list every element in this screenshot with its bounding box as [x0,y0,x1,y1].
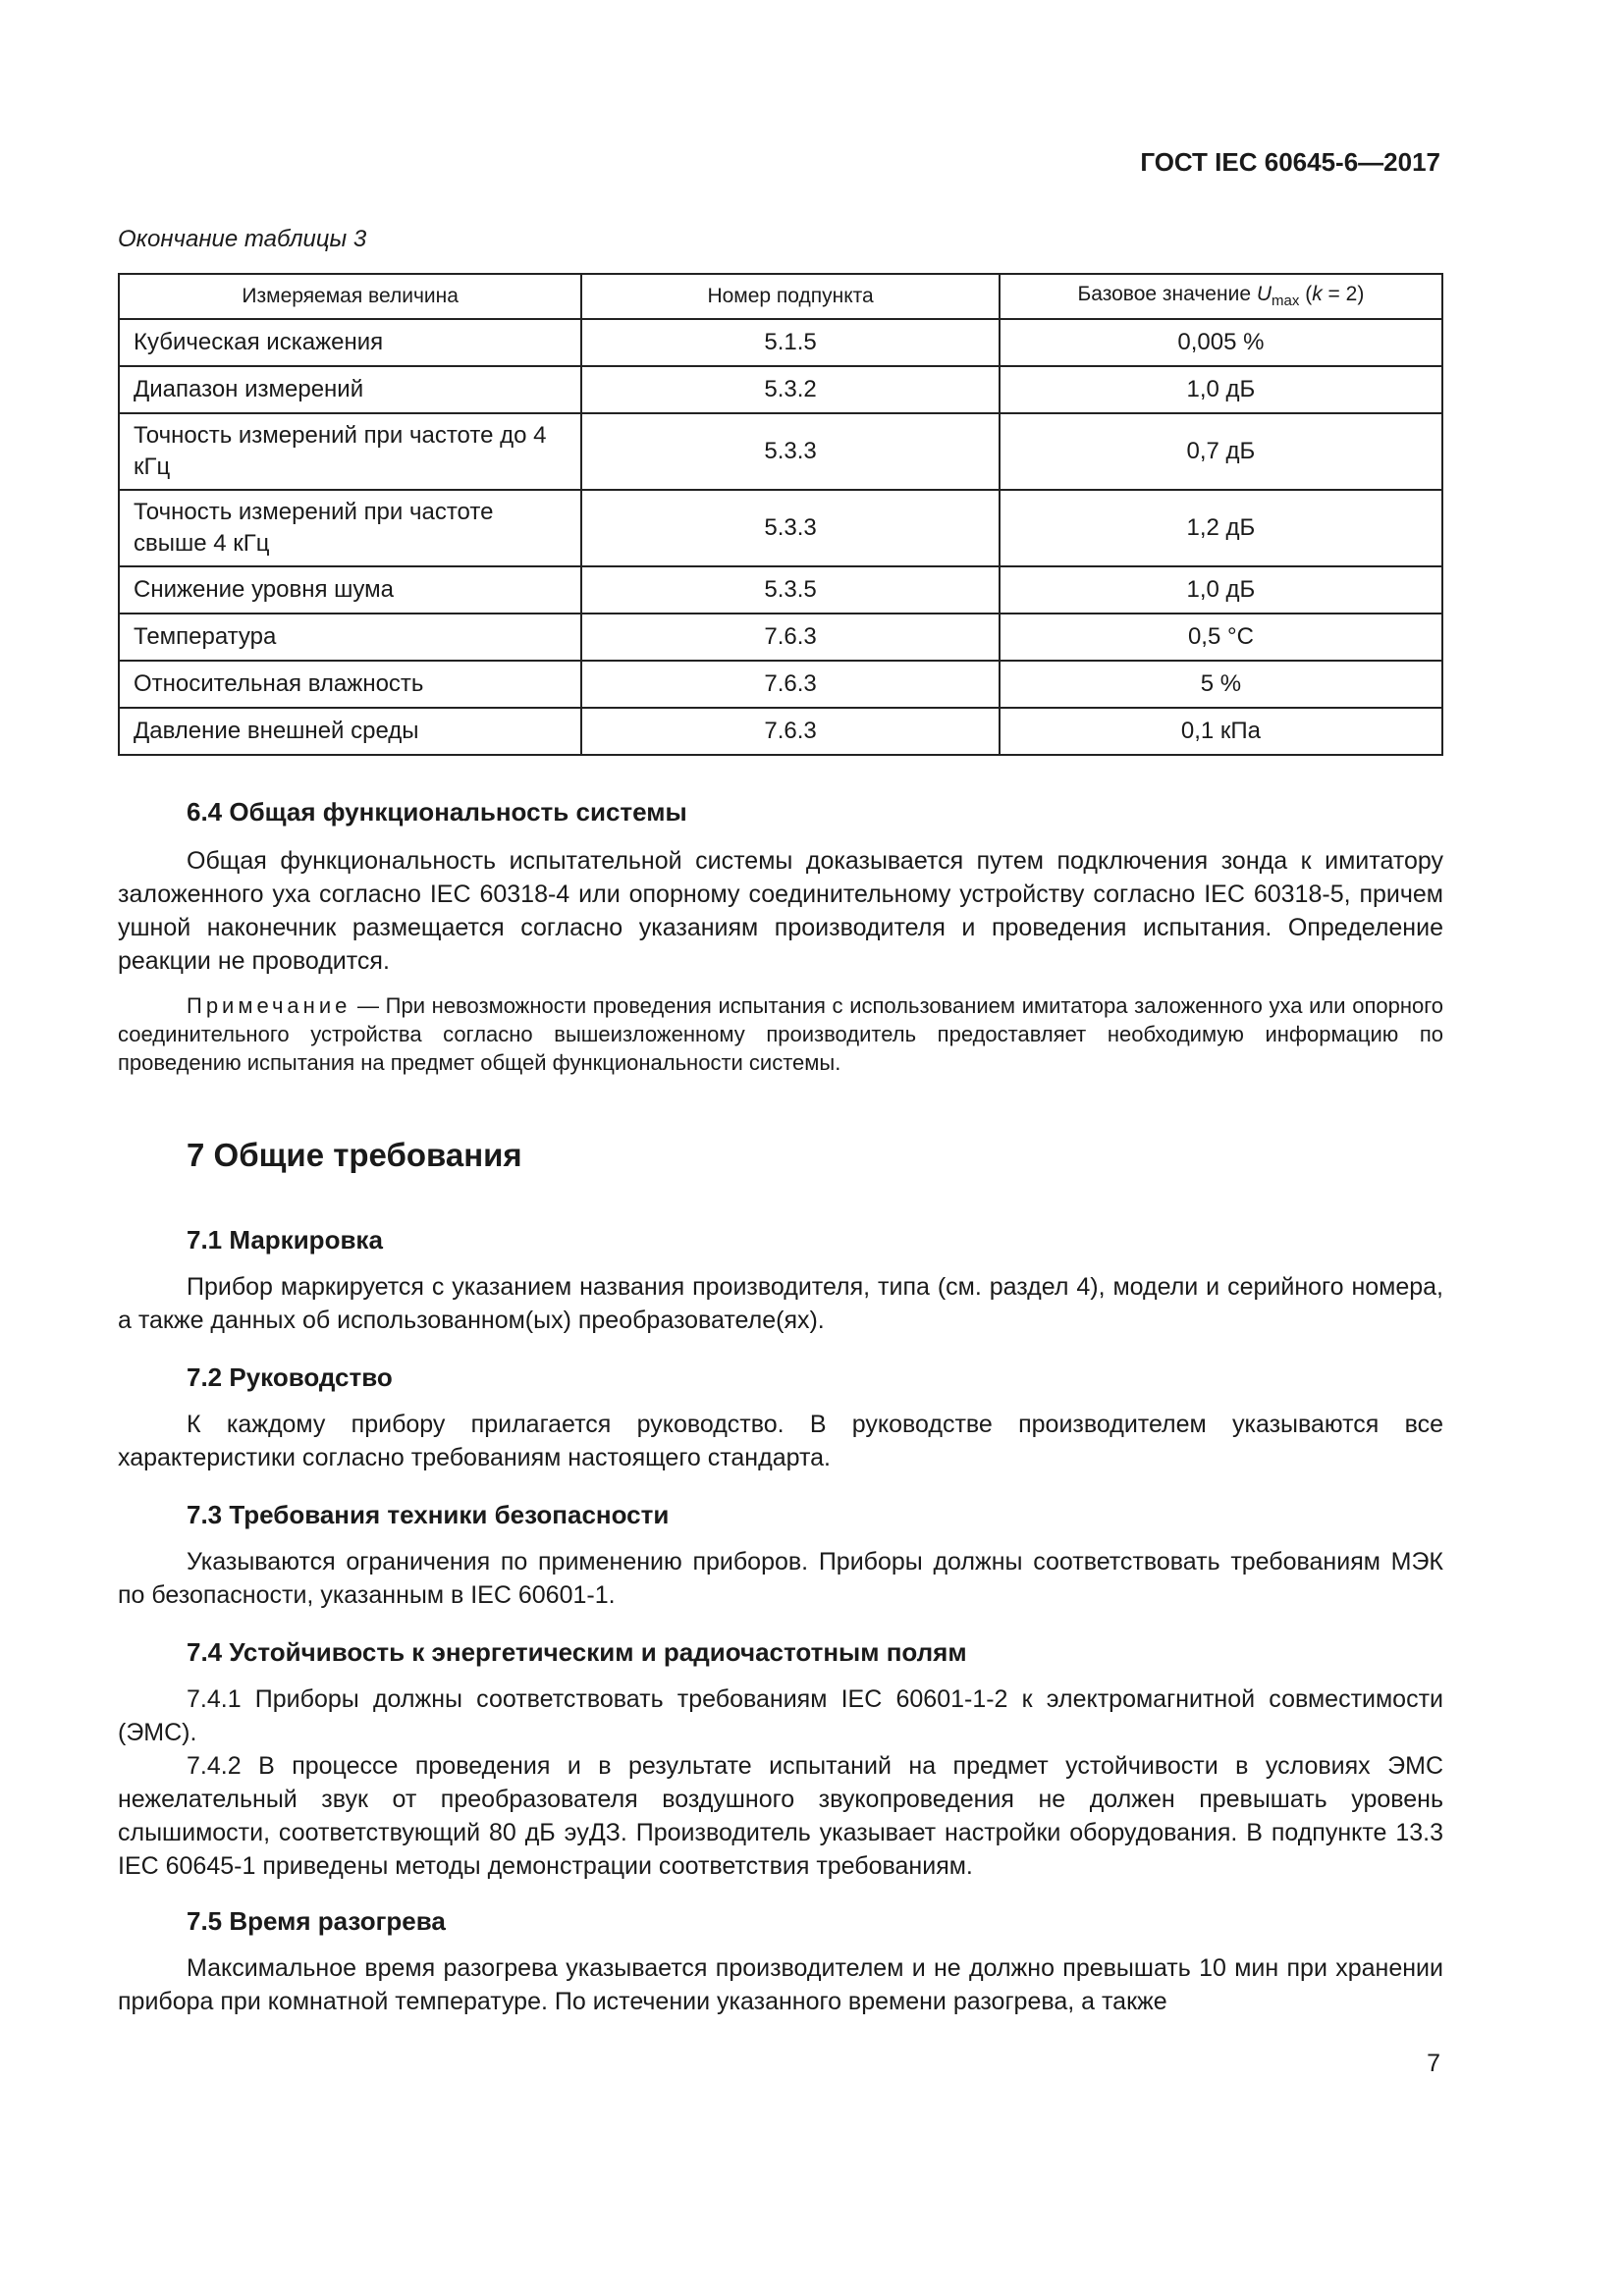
umax-subscript: max [1272,293,1300,310]
row-quantity: Снижение уровня шума [119,566,581,614]
header-quantity: Измеряемая величина [119,274,581,319]
table-caption: Окончание таблицы 3 [118,226,367,252]
row-value: 0,7 дБ [1000,413,1442,490]
table-row [119,566,1442,614]
row-quantity: Точность измерений при частоте до 4 кГц [119,413,581,490]
row-subclause: 7.6.3 [581,614,1000,661]
section-7-1-text [118,1270,1443,1337]
row-quantity: Диапазон измерений [119,366,581,413]
row-value: 1,0 дБ [1000,566,1442,614]
paragraph: К каждому прибору прилагается руководство. В руководстве производителем указываются все характеристики согласно требованиям настоящего стандарта. [118,1411,1443,1471]
paragraph: 7.4.2 В процессе проведения и в результате испытаний на предмет устойчивости в условиях ЭМС нежелательный звук от преобразователя воздушного звукопроведения не должен превышать уровень слышимости, соответствующий 80 дБ эуДЗ. Производитель указывает настройки оборудования. В подпункте 13.3 IEC 60645-1 приведены методы демонстрации соответствия требованиям. [118,1752,1443,1880]
table-row [119,708,1442,755]
note-text: — При невозможности проведения испытания с использованием имитатора заложенного уха или опорного соединительного устройства согласно вышеизложенному производитель предоставляет необходимую информацию по проведению испытания на предмет общей функциональности системы. [118,993,1443,1075]
row-quantity: Температура [119,614,581,661]
table-row [119,319,1442,366]
row-quantity: Точность измерений при частоте свыше 4 кГц [119,490,581,566]
table-row [119,614,1442,661]
paragraph: Указываются ограничения по применению приборов. Приборы должны соответствовать требованиям МЭК по безопасности, указанным в IEC 60601-1. [118,1548,1443,1609]
row-subclause: 5.1.5 [581,319,1000,366]
k-open: ( [1305,283,1313,306]
row-subclause: 7.6.3 [581,661,1000,708]
note-paragraph [118,991,1443,1077]
section-7-3-title: 7.3 Требования техники безопасности [187,1500,670,1529]
section-7-4-text [118,1682,1443,1883]
section-7-2-title: 7.2 Руководство [187,1362,393,1392]
standard-header: ГОСТ IEC 60645-6—2017 [1140,147,1440,177]
row-value: 5 % [1000,661,1442,708]
paragraph: Общая функциональность испытательной системы доказывается путем подключения зонда к имитатору заложенного уха согласно IEC 60318-4 или опорному соединительному устройству согласно IEC 60318-5, причем ушной наконечник размещается согласно указаниям производителя и проведения испытания. Определение реакции не проводится. [118,847,1443,975]
table-row [119,490,1442,566]
table-row [119,366,1442,413]
row-quantity: Кубическая искажения [119,319,581,366]
paragraph: Прибор маркируется с указанием названия производителя, типа (см. раздел 4), модели и серийного номера, а также данных об использованном(ых) преобразователе(ях). [118,1273,1443,1334]
section-7-5-text [118,1951,1443,2018]
umax-symbol: U [1256,283,1272,306]
row-subclause: 5.3.5 [581,566,1000,614]
table-row [119,413,1442,490]
section-6-4-title: 6.4 Общая функциональность системы [187,797,687,827]
section-7-2-text [118,1408,1443,1474]
section-7-1-title: 7.1 Маркировка [187,1225,383,1255]
header-subclause: Номер подпункта [581,274,1000,319]
section-7-3-text [118,1545,1443,1612]
header-base-value [1000,274,1442,319]
page-number: 7 [1427,2050,1440,2077]
section-6-4-text [118,844,1443,978]
section-7-5-title: 7.5 Время разогрева [187,1906,446,1936]
table-3 [118,273,1443,756]
row-subclause: 5.3.2 [581,366,1000,413]
section-7-title: 7 Общие требования [187,1137,522,1173]
k-close: = 2) [1322,283,1365,306]
row-subclause: 5.3.3 [581,490,1000,566]
row-value: 0,5 °С [1000,614,1442,661]
row-quantity: Относительная влажность [119,661,581,708]
row-value: 1,0 дБ [1000,366,1442,413]
paragraph: Максимальное время разогрева указывается производителем и не должно превышать 10 мин при хранении прибора при комнатной температуре. По истечении указанного времени разогрева, а также [118,1954,1443,2015]
table-header-row [119,274,1442,319]
row-subclause: 7.6.3 [581,708,1000,755]
section-7-4-title: 7.4 Устойчивость к энергетическим и радиочастотным полям [187,1637,967,1667]
section-6-4-note [118,991,1443,1077]
paragraph: 7.4.1 Приборы должны соответствовать требованиям IEC 60601-1-2 к электромагнитной совместимости (ЭМС). [118,1685,1443,1746]
row-value: 0,1 кПа [1000,708,1442,755]
note-label: Примечание [187,993,352,1018]
row-subclause: 5.3.3 [581,413,1000,490]
header-base-value-label: Базовое значение [1077,283,1251,306]
k-symbol: k [1312,283,1323,306]
row-value: 0,005 % [1000,319,1442,366]
row-quantity: Давление внешней среды [119,708,581,755]
table-row [119,661,1442,708]
row-value: 1,2 дБ [1000,490,1442,566]
